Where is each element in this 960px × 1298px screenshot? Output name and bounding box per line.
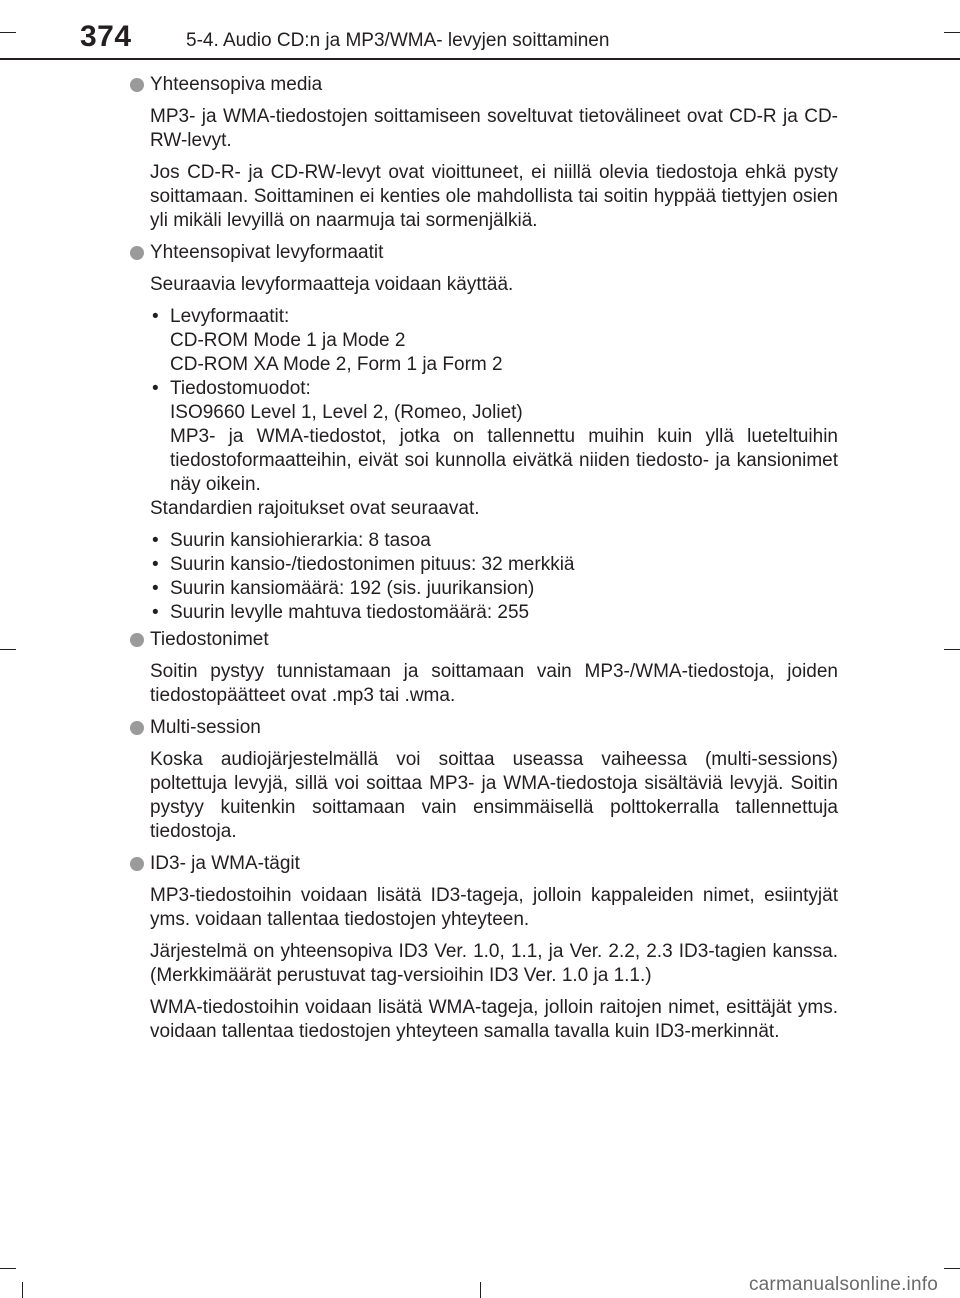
section-title: 5-4. Audio CD:n ja MP3/WMA- levyjen soittaminen xyxy=(186,30,610,51)
page-header xyxy=(0,0,960,58)
list-item: • Levyformaatit: CD-ROM Mode 1 ja Mode 2 CD-ROM XA Mode 2, Form 1 ja Form 2 xyxy=(150,305,838,377)
crop-mark xyxy=(0,649,16,650)
list-item: • Suurin kansio-/tiedostonimen pituus: 32 merkkiä xyxy=(150,553,838,577)
header-rule xyxy=(0,58,960,60)
page-number: 374 xyxy=(80,20,132,53)
format-list xyxy=(150,305,838,497)
section-heading: Yhteensopiva media xyxy=(130,73,838,97)
section-heading: Multi-session xyxy=(130,716,838,740)
section-heading: Tiedostonimet xyxy=(130,628,838,652)
list-item: • Suurin kansiohierarkia: 8 tasoa xyxy=(150,529,838,553)
paragraph: WMA-tiedostoihin voidaan lisätä WMA-tageja, jolloin raitojen nimet, esittäjät yms. voidaan tallentaa tiedostojen yhteyteen samalla tavalla kuin ID3-merkinnät. xyxy=(150,997,838,1042)
paragraph: Soitin pystyy tunnistamaan ja soittamaan vain MP3-/WMA-tiedostoja, joiden tiedostopäätteet ovat .mp3 tai .wma. xyxy=(150,661,838,706)
page-content xyxy=(130,73,838,1052)
paragraph: Seuraavia levyformaatteja voidaan käyttää. xyxy=(150,274,514,295)
crop-mark xyxy=(0,32,16,33)
footer-watermark xyxy=(0,1272,960,1298)
paragraph: MP3- ja WMA-tiedostojen soittamiseen soveltuvat tietovälineet ovat CD-R ja CD-RW-levyt. xyxy=(150,106,838,151)
paragraph: MP3-tiedostoihin voidaan lisätä ID3-tageja, jolloin kappaleiden nimet, esiintyjät yms. voidaan tallentaa tiedostojen yhteyteen. xyxy=(150,885,838,930)
bullet-dot-icon xyxy=(130,633,144,647)
bullet-dot-icon xyxy=(130,246,144,260)
bullet-dot-icon xyxy=(130,78,144,92)
crop-mark xyxy=(944,1268,960,1269)
crop-mark xyxy=(0,1268,16,1269)
bullet-dot-icon xyxy=(130,721,144,735)
paragraph: Standardien rajoitukset ovat seuraavat. xyxy=(150,498,480,519)
paragraph: Koska audiojärjestelmällä voi soittaa useassa vaiheessa (multi-sessions) poltettuja levyjä, sillä voi soittaa MP3- ja WMA-tiedostoja sisältäviä levyjä. Soitin pystyy kuitenkin soittamaan vain ensimmäisellä polttokerralla tallennettuja tiedostoja. xyxy=(150,749,838,842)
paragraph: Järjestelmä on yhteensopiva ID3 Ver. 1.0, 1.1, ja Ver. 2.2, 2.3 ID3-tagien kanssa. (Merkkimäärät perustuvat tag-versioihin ID3 Ver. 1.0 ja 1.1.) xyxy=(150,941,838,986)
section-heading: Yhteensopivat levyformaatit xyxy=(130,241,838,265)
limits-list xyxy=(150,529,838,625)
list-item: • Suurin levylle mahtuva tiedostomäärä: 255 xyxy=(150,601,838,625)
list-item: • Suurin kansiomäärä: 192 (sis. juurikansion) xyxy=(150,577,838,601)
section-heading: ID3- ja WMA-tägit xyxy=(130,852,838,876)
list-item: • Tiedostomuodot: ISO9660 Level 1, Level 2, (Romeo, Joliet) MP3- ja WMA-tiedostot, jotka on tallennettu muihin kuin yllä lueteltuihin tiedostoformaatteihin, eivät soi kunnolla eivätkä niiden tiedosto- ja kansionimet näy oikein. xyxy=(150,377,838,497)
watermark-text: carmanualsonline.info xyxy=(748,1274,938,1295)
crop-mark xyxy=(944,649,960,650)
paragraph: Jos CD-R- ja CD-RW-levyt ovat vioittuneet, ei niillä olevia tiedostoja ehkä pysty soittamaan. Soittaminen ei kenties ole mahdollista tai soitin hyppää tiettyjen osien yli mikäli levyillä on naarmuja tai sormenjälkiä. xyxy=(150,162,838,231)
crop-mark xyxy=(944,32,960,33)
bullet-dot-icon xyxy=(130,857,144,871)
